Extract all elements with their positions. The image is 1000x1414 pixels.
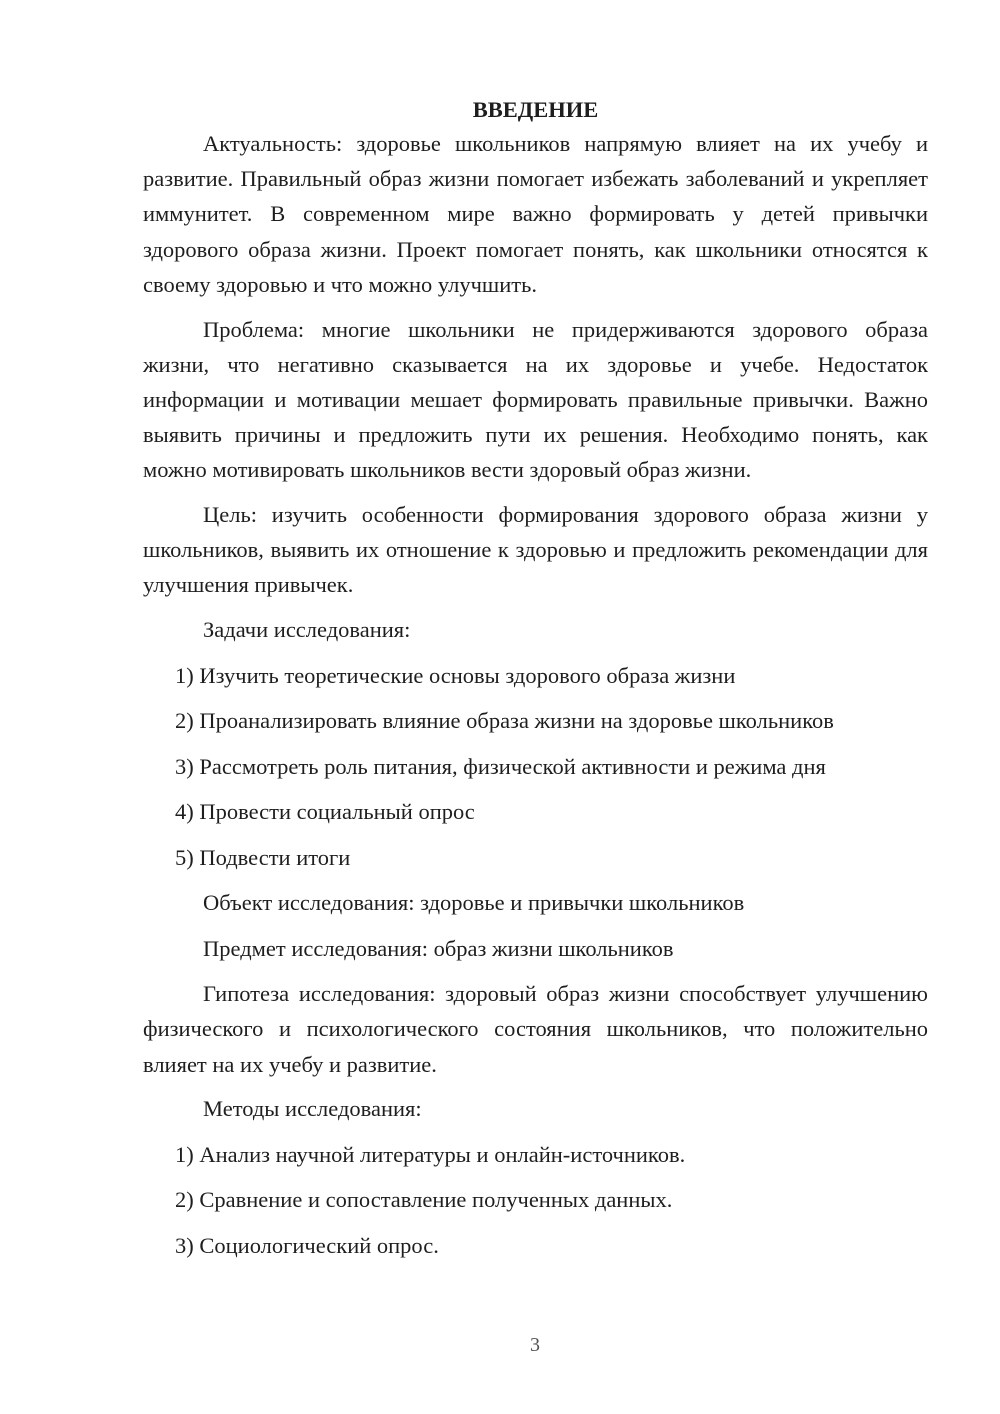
research-object: Объект исследования: здоровье и привычки школьников xyxy=(203,890,745,916)
relevance-paragraph: Актуальность: здоровье школьников напрямую влияет на их учебу и развитие. Правильный образ жизни помогает избежать заболеваний и укрепляет иммунитет. В современном мире важно формировать у детей привычки здорового образа жизни. Проект помогает понять, как школьники относятся к своему здоровью и что можно улучшить. xyxy=(143,131,928,297)
research-subject: Предмет исследования: образ жизни школьников xyxy=(203,935,674,961)
task-item-2: 2) Проанализировать влияние образа жизни на здоровье школьников xyxy=(175,708,834,734)
method-item-3: 3) Социологический опрос. xyxy=(175,1232,439,1258)
page-title: ВВЕДЕНИЕ xyxy=(472,97,599,122)
task-item-1: 1) Изучить теоретические основы здорового образа жизни xyxy=(175,662,736,688)
goal-paragraph: Цель: изучить особенности формирования здорового образа жизни у школьников, выявить их отношение к здоровью и предложить рекомендации для улучшения привычек. xyxy=(143,502,928,598)
methods-heading: Методы исследования: xyxy=(203,1096,422,1122)
tasks-heading: Задачи исследования: xyxy=(203,617,411,643)
document-page xyxy=(143,95,928,1273)
problem-paragraph: Проблема: многие школьники не придерживаются здорового образа жизни, что негативно сказывается на их здоровье и учебе. Недостаток информации и мотивации мешает формировать правильные привычки. Важно выявить причины и предложить пути их решения. Необходимо понять, как можно мотивировать школьников вести здоровый образ жизни. xyxy=(143,316,928,483)
hypothesis-paragraph: Гипотеза исследования: здоровый образ жизни способствует улучшению физического и психологического состояния школьников, что положительно влияет на их учебу и развитие. xyxy=(143,981,928,1077)
task-item-3: 3) Рассмотреть роль питания, физической активности и режима дня xyxy=(175,753,826,779)
method-item-2: 2) Сравнение и сопоставление полученных данных. xyxy=(175,1187,673,1213)
task-item-5: 5) Подвести итоги xyxy=(175,844,351,870)
task-item-4: 4) Провести социальный опрос xyxy=(175,799,475,825)
page-number: 3 xyxy=(530,1334,540,1356)
method-item-1: 1) Анализ научной литературы и онлайн-источников. xyxy=(175,1141,686,1167)
